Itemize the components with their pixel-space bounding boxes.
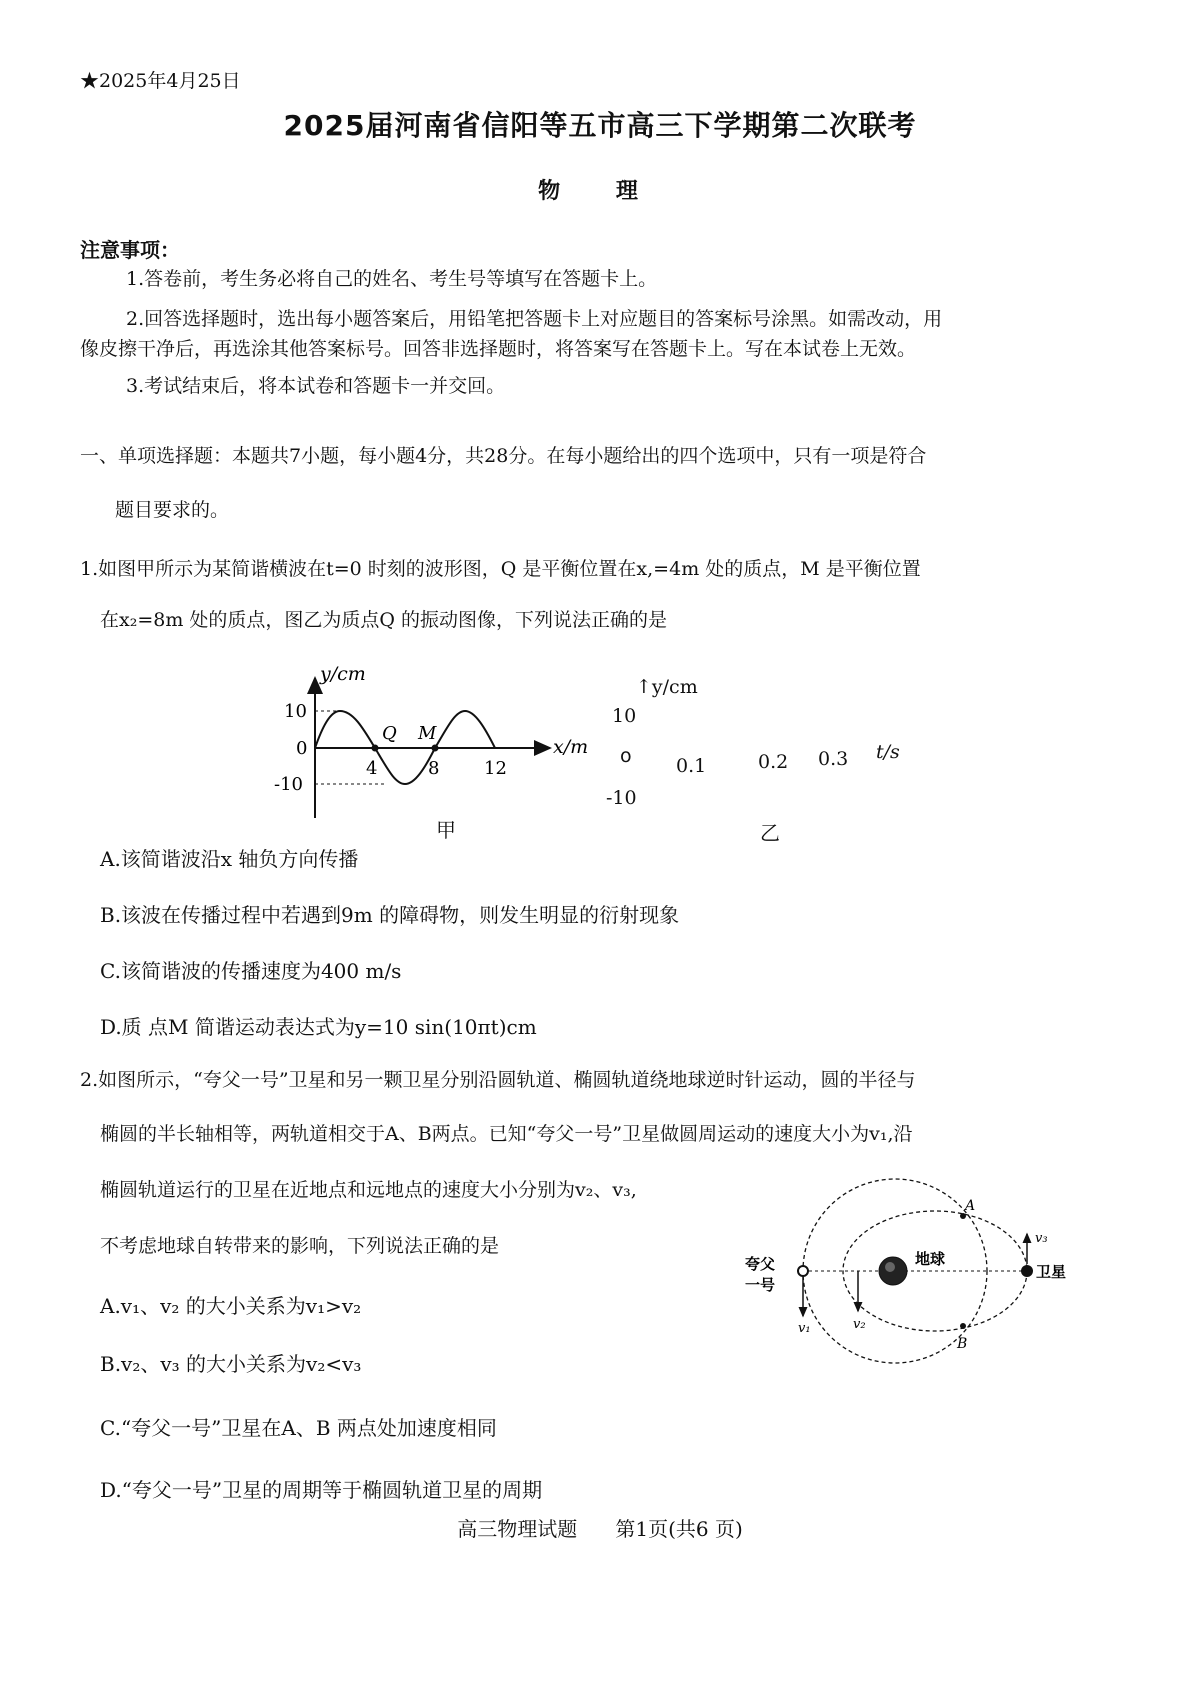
wave-y-tick-10: 10 xyxy=(284,701,307,722)
q1-stem-line2: 在x₂=8m 处的质点，图乙为质点Q 的振动图像，下列说法正确的是 xyxy=(100,609,668,631)
figure-b-caption: 乙 xyxy=(760,821,780,845)
label-earth: 地球 xyxy=(915,1250,946,1268)
vib-t3: 0.3 xyxy=(818,748,849,770)
kuafu-satellite xyxy=(798,1266,808,1276)
wave-point-q-label: Q xyxy=(382,723,397,744)
wave-x-tick-12: 12 xyxy=(484,758,507,779)
label-v1: v₁ xyxy=(798,1321,811,1336)
q2-stem-line3: 椭圆轨道运行的卫星在近地点和远地点的速度大小分别为v₂、v₃, xyxy=(100,1179,637,1201)
vib-y-label: ↑y/cm xyxy=(636,676,698,698)
ellipse-satellite xyxy=(1021,1265,1033,1277)
notice-item-2-cont: 像皮擦干净后，再选涂其他答案标号。回答非选择题时，将答案写在答题卡上。写在本试卷上无效。 xyxy=(80,338,917,360)
q2-option-a: A.v₁、v₂ 的大小关系为v₁>v₂ xyxy=(100,1294,362,1318)
page-footer: 高三物理试题 第1页(共6 页) xyxy=(457,1517,743,1541)
q2-option-c: C.“夸父一号”卫星在A、B 两点处加速度相同 xyxy=(100,1416,497,1440)
q2-stem-line2: 椭圆的半长轴相等，两轨道相交于A、B两点。已知“夸父一号”卫星做圆周运动的速度大小为v₁,沿 xyxy=(100,1123,913,1145)
label-kuafu-1: 夸父 xyxy=(745,1255,776,1273)
section-heading: 一、单项选择题：本题共7小题，每小题4分，共28分。在每小题给出的四个选项中，只有一项是符合 xyxy=(80,445,927,467)
vib-t-label: t/s xyxy=(876,741,900,763)
label-point-b: B xyxy=(957,1336,968,1352)
point-b-dot xyxy=(960,1323,966,1329)
label-satellite: 卫星 xyxy=(1036,1263,1067,1281)
point-q-dot xyxy=(372,745,379,752)
q2-option-d: D.“夸父一号”卫星的周期等于椭圆轨道卫星的周期 xyxy=(100,1478,543,1502)
wave-y-tick-0: 0 xyxy=(296,738,308,759)
vib-t1: 0.1 xyxy=(676,755,707,777)
vib-t2: 0.2 xyxy=(758,751,789,773)
vib-y-bottom: -10 xyxy=(606,787,637,809)
q1-option-b: B.该波在传播过程中若遇到9m 的障碍物，则发生明显的衍射现象 xyxy=(100,903,680,927)
label-kuafu-2: 一号 xyxy=(745,1276,776,1294)
wave-x-tick-4: 4 xyxy=(366,758,378,779)
exam-title: 2025届河南省信阳等五市高三下学期第二次联考 xyxy=(283,109,917,142)
q2-figure-orbits xyxy=(745,1168,1085,1368)
q1-option-a: A.该简谐波沿x 轴负方向传播 xyxy=(100,847,359,871)
q2-option-b: B.v₂、v₃ 的大小关系为v₂<v₃ xyxy=(100,1352,362,1376)
vib-y-top: 10 xyxy=(612,705,637,727)
notice-heading: 注意事项： xyxy=(80,238,180,262)
vib-origin: o xyxy=(620,745,632,767)
wave-y-tick-neg10: -10 xyxy=(274,774,303,795)
q2-stem-line1: 2.如图所示，“夸父一号”卫星和另一颗卫星分别沿圆轨道、椭圆轨道绕地球逆时针运动，圆的半径与 xyxy=(80,1069,916,1091)
notice-item-2: 2.回答选择题时，选出每小题答案后，用铅笔把答题卡上对应题目的答案标号涂黑。如需改动，用 xyxy=(126,308,943,330)
wave-x-label: x/m xyxy=(553,736,589,758)
point-m-dot xyxy=(432,745,439,752)
notice-item-1: 1.答卷前，考生务必将自己的姓名、考生号等填写在答题卡上。 xyxy=(126,268,658,290)
label-v3: v₃ xyxy=(1035,1231,1048,1246)
q1-option-d: D.质 点M 简谐运动表达式为y=10 sin(10πt)cm xyxy=(100,1015,537,1039)
wave-x-tick-8: 8 xyxy=(428,758,440,779)
wave-y-label: y/cm xyxy=(320,663,366,685)
notice-item-3: 3.考试结束后，将本试卷和答题卡一并交回。 xyxy=(126,375,506,397)
exam-date: ★2025年4月25日 xyxy=(80,70,241,92)
q1-figure-wave xyxy=(260,658,600,838)
label-v2: v₂ xyxy=(853,1317,866,1332)
q1-option-c: C.该简谐波的传播速度为400 m/s xyxy=(100,959,402,983)
wave-point-m-label: M xyxy=(418,723,437,744)
q2-stem-line4: 不考虑地球自转带来的影响，下列说法正确的是 xyxy=(100,1235,500,1257)
figure-a-caption: 甲 xyxy=(436,818,456,842)
section-heading-cont: 题目要求的。 xyxy=(115,499,230,521)
earth-shade xyxy=(885,1262,895,1272)
label-point-a: A xyxy=(965,1198,976,1214)
q1-stem-line1: 1.如图甲所示为某简谐横波在t=0 时刻的波形图，Q 是平衡位置在x,=4m 处的质点，M 是平衡位置 xyxy=(80,558,921,580)
exam-subject: 物 理 xyxy=(538,179,662,204)
